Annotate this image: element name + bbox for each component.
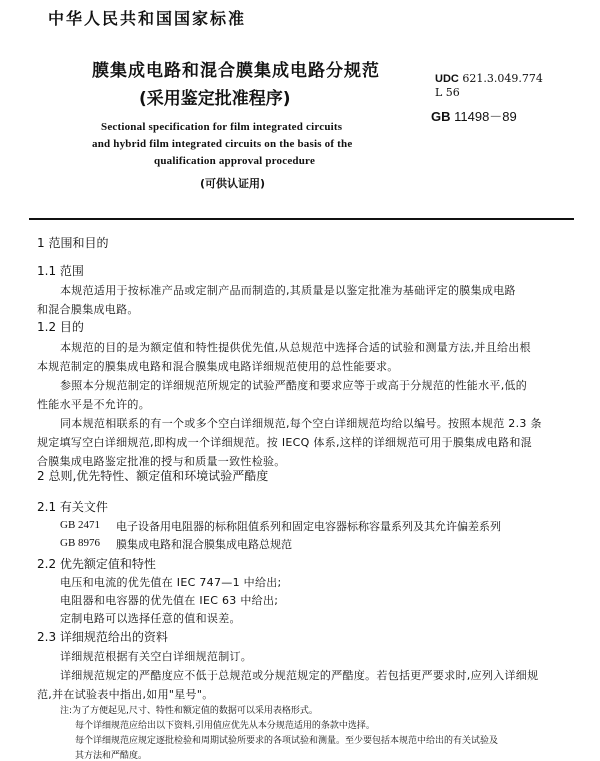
section-2-heading: 2 总则,优先特性、额定值和环境试验严酷度 — [37, 469, 269, 483]
l-classification: L 56 — [435, 86, 460, 99]
purpose-paragraph-line-1: 本规范的目的是为额定值和特性提供优先值,从总规范中选择合适的试验和测量方法,并且给出根 — [60, 341, 531, 354]
document-title-cn: 膜集成电路和混合膜集成电路分规范 — [92, 61, 380, 81]
reference-title: 膜集成电路和混合膜集成电路总规范 — [116, 538, 292, 551]
subsection-2-1-heading: 2.1 有关文件 — [37, 500, 108, 514]
purpose-paragraph-line-6: 规定填写空白详细规范,即构成一个详细规范。按 IECQ 体系,这样的详细规范可用于膜集成电路和混 — [37, 436, 532, 449]
national-standard-header: 中华人民共和国国家标准 — [48, 9, 247, 28]
gb-standard-number — [431, 106, 517, 125]
gb-number: 11498－89 — [454, 109, 517, 124]
detail-spec-line-1: 详细规范根据有关空白详细规范制订。 — [60, 650, 253, 663]
english-title-line-3: qualification approval procedure — [154, 155, 316, 167]
gb-label: GB — [431, 109, 451, 124]
preferred-values-line-3: 定制电路可以选择任意的值和误差。 — [60, 612, 241, 625]
document-subtitle-cn: (采用鉴定批准程序) — [139, 89, 291, 109]
detail-spec-line-3: 范,并在试验表中指出,如用"星号"。 — [37, 688, 214, 701]
note-line-2: 每个详细规范应给出以下资料,引用值应优先从本分规范适用的条款中选择。 — [75, 721, 375, 731]
scope-paragraph-line-2: 和混合膜集成电路。 — [37, 303, 139, 316]
subsection-1-1-heading: 1.1 范围 — [37, 264, 84, 278]
subsection-1-2-heading: 1.2 目的 — [37, 320, 84, 334]
reference-title: 电子设备用电阻器的标称阻值系列和固定电容器标称容量系列及其允许偏差系列 — [116, 520, 501, 533]
english-title-line-1: Sectional specification for film integrated circuits — [101, 121, 343, 133]
purpose-paragraph-line-4: 性能水平是不允许的。 — [37, 398, 150, 411]
udc-code: 621.3.049.774 — [462, 72, 543, 85]
purpose-paragraph-line-3: 参照本分规范制定的详细规范所规定的试验严酷度和要求应等于或高于分规范的性能水平,低的 — [60, 379, 528, 392]
detail-spec-line-2: 详细规范规定的严酷度应不低于总规范或分规范规定的严酷度。若包括更严要求时,应列入详细规 — [60, 669, 539, 682]
reference-code: GB 2471 — [60, 519, 101, 531]
note-line-4: 其方法和严酷度。 — [75, 751, 148, 761]
note-line-1: 注:为了方便起见,尺寸、特性和额定值的数据可以采用表格形式。 — [60, 706, 318, 716]
reference-entry — [60, 518, 501, 533]
certification-note: (可供认证用) — [200, 177, 266, 190]
preferred-values-line-2: 电阻器和电容器的优先值在 IEC 63 中给出; — [60, 594, 279, 607]
udc-label: UDC — [435, 73, 459, 85]
preferred-values-line-1: 电压和电流的优先值在 IEC 747—1 中给出; — [60, 576, 282, 589]
purpose-paragraph-line-5: 同本规范相联系的有一个或多个空白详细规范,每个空白详细规范均给以编号。按照本规范 2.3 条 — [60, 417, 542, 430]
purpose-paragraph-line-2: 本规范制定的膜集成电路和混合膜集成电路详细规范使用的总性能要求。 — [37, 360, 399, 373]
reference-code: GB 8976 — [60, 537, 101, 549]
note-line-3: 每个详细规范应规定逐批检验和周期试验所要求的各项试验和测量。至少要包括本规范中给出的有关试验及 — [75, 736, 499, 746]
subsection-2-3-heading: 2.3 详细规范给出的资料 — [37, 630, 168, 644]
header-divider — [29, 218, 574, 220]
subsection-2-2-heading: 2.2 优先额定值和特性 — [37, 557, 156, 571]
udc-classification — [435, 72, 543, 85]
section-1-heading: 1 范围和目的 — [37, 236, 109, 250]
scope-paragraph-line-1: 本规范适用于按标准产品或定制产品而制造的,其质量是以鉴定批准为基础评定的膜集成电路 — [60, 284, 516, 297]
purpose-paragraph-line-7: 合膜集成电路鉴定批准的授与和质量一致性检验。 — [37, 455, 286, 468]
english-title-line-2: and hybrid film integrated circuits on the basis of the — [92, 138, 353, 150]
reference-entry — [60, 536, 292, 551]
